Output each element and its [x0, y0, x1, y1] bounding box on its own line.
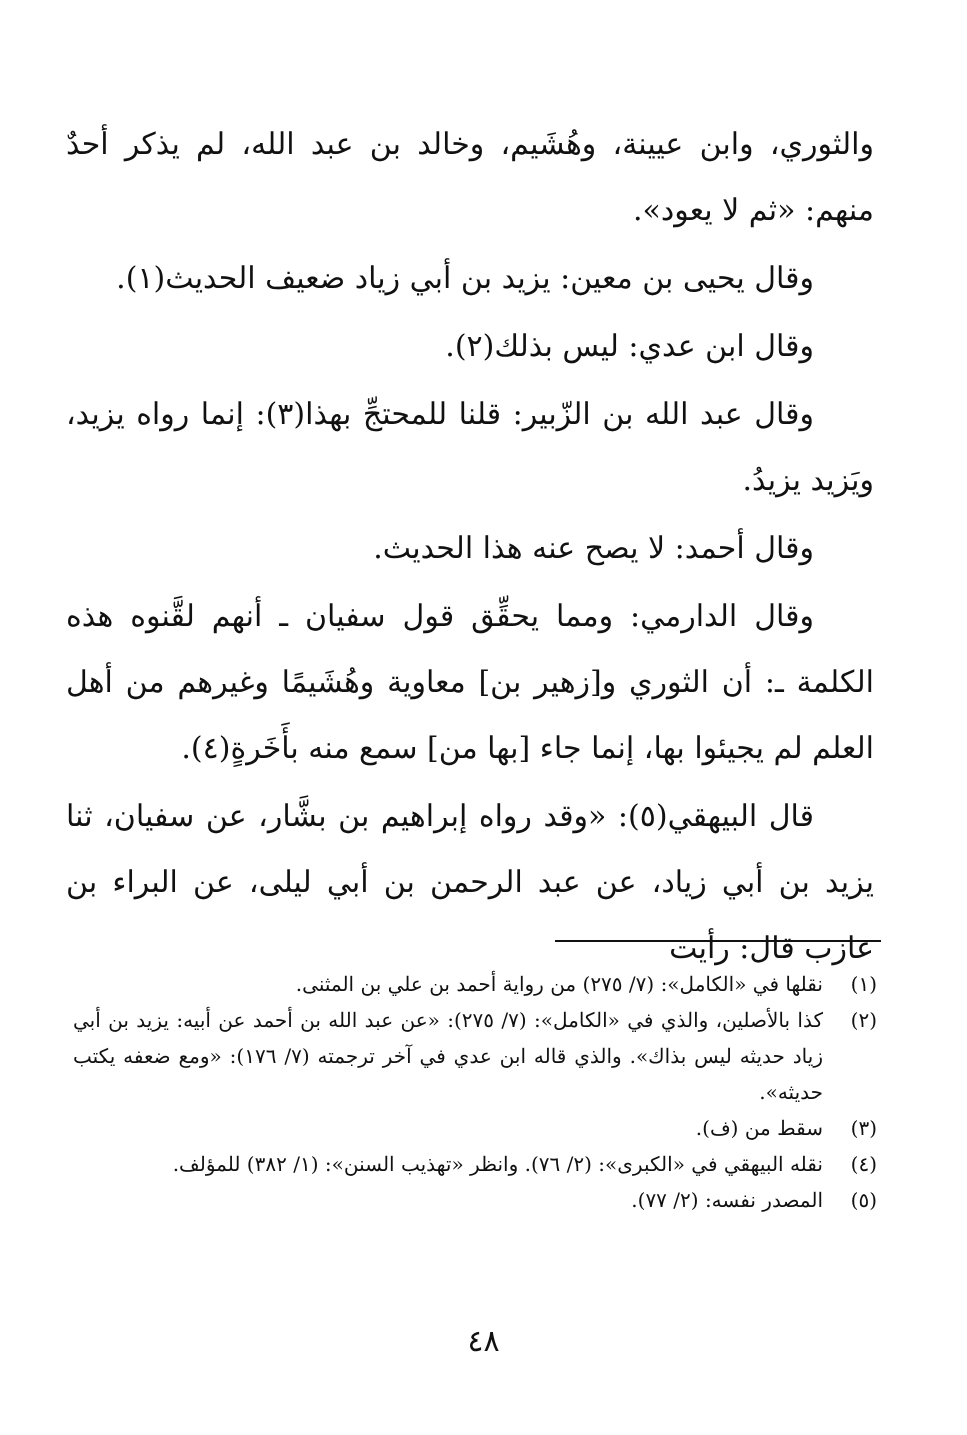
paragraph-1: والثوري، وابن عيينة، وهُشَيم، وخالد بن عبد الله، لم يذكر أحدٌ منهم: «ثم لا يعود». [66, 127, 874, 228]
paragraph-6: وقال الدارمي: ومما يحقِّق قول سفيان ـ أنهم لقَّنوه هذه الكلمة ـ: أن الثوري و[زهير بن] معاوية وهُشَيمًا وغيرهم من أهل العلم لم يجيئوا بها، إنما جاء [بها من] سمع منه بأَخَرةٍ(٤). [66, 599, 874, 766]
footnote-number: (٥) [850, 1188, 877, 1212]
page-number: ٤٨ [467, 1324, 500, 1359]
footnote-text: المصدر نفسه: (٢/ ٧٧). [631, 1188, 823, 1212]
footnotes [73, 966, 877, 1218]
paragraph-5: وقال أحمد: لا يصح عنه هذا الحديث. [373, 531, 814, 566]
footnote-number: (٤) [850, 1152, 877, 1176]
footnote-number: (٣) [850, 1116, 877, 1140]
paragraph-7: قال البيهقي(٥): «وقد رواه إبراهيم بن بشَّار، عن سفيان، ثنا يزيد بن أبي زياد، عن عبد الرحمن بن أبي ليلى، عن البراء بن عازب قال: رأيت [66, 799, 874, 966]
footnote-5 [73, 1182, 877, 1218]
footnote-1 [73, 966, 877, 1002]
main-text [66, 112, 874, 982]
paragraph-4: وقال عبد الله بن الزّبير: قلنا للمحتجِّ بهذا(٣): إنما رواه يزيد، ويَزيد يزيدُ. [66, 397, 874, 498]
paragraph-2: وقال يحيى بن معين: يزيد بن أبي زياد ضعيف الحديث(١). [116, 261, 814, 296]
footnote-text: كذا بالأصلين، والذي في «الكامل»: (٧/ ٢٧٥): «عن عبد الله بن أحمد عن أبيه: يزيد بن أبي زياد حديثه ليس بذاك». والذي قاله ابن عدي في آخر ترجمته (٧/ ١٧٦): «ومع ضعفه يكتب حديثه». [73, 1008, 823, 1104]
footnote-3 [73, 1110, 877, 1146]
footnote-number: (٢) [850, 1008, 877, 1032]
footnote-separator [555, 940, 881, 942]
footnote-text: نقلها في «الكامل»: (٧/ ٢٧٥) من رواية أحمد بن علي بن المثنى. [295, 972, 823, 996]
paragraph-3: وقال ابن عدي: ليس بذلك(٢). [445, 329, 814, 364]
footnote-text: سقط من (ف). [695, 1116, 823, 1140]
footnote-4 [73, 1146, 877, 1182]
footnote-2 [73, 1002, 877, 1110]
footnote-number: (١) [850, 972, 877, 996]
footnote-text: نقله البيهقي في «الكبرى»: (٢/ ٧٦). وانظر «تهذيب السنن»: (١/ ٣٨٢) للمؤلف. [172, 1152, 823, 1176]
